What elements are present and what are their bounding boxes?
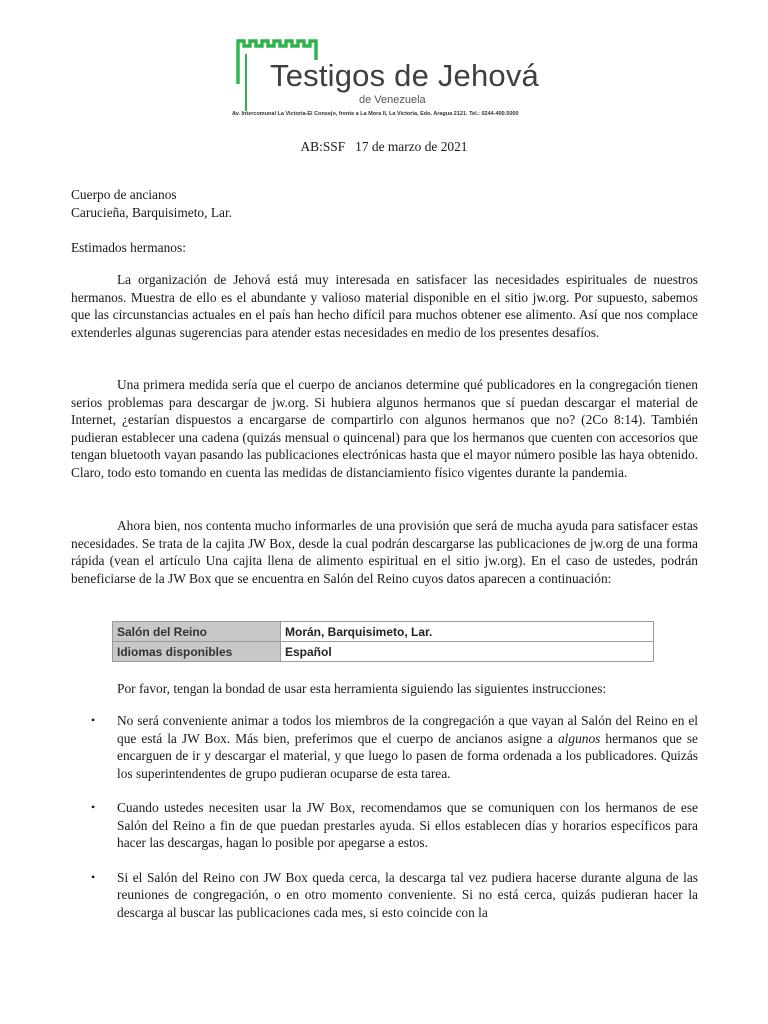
instructions-intro: Por favor, tengan la bondad de usar esta herramienta siguiendo las siguientes instrucciones: [117,681,607,696]
paragraph-3: Ahora bien, nos contenta mucho informarles de una provisión que será de mucha ayuda para satisfacer estas necesidades. Se trata de la cajita JW Box, desde la cual podrán descargarse las publicaciones de jw.org de una forma rápida (vean el artículo Una cajita llena de alimento espiritual en el sitio jw.org). En el caso de ustedes, podrán beneficiarse de la JW Box que se encuentra en Salón del Reino cuyos datos aparecen a continuación: [71,518,698,586]
recipient-block [71,186,698,221]
reference-line [0,139,768,155]
organization-subtitle: de Venezuela [359,94,426,106]
table-value-cell: Español [281,642,654,662]
table-row [113,642,654,662]
list-item: • Cuando ustedes necesiten usar la JW Box, recomendamos que se comuniquen con los hermanos de ese Salón del Reino a fin de que puedan prestarles ayuda. Si ellos establecen días y horarios específicos para hacer las descargas, hagan lo posible por apegarse a estos. [91,800,698,850]
table-value-cell: Morán, Barquisimeto, Lar. [281,622,654,642]
organization-address: Av. Intercomunal La Victoria-El Consejo, frente a La Mora II, La Victoria, Edo. Aragua 2121. Tel.: 0244-400.5000 [232,111,519,117]
recipient-line-2: Carucieña, Barquisimeto, Lar. [71,204,233,220]
bullet-icon: • [91,869,96,884]
list-item: • No será conveniente animar a todos los miembros de la congregación a que vayan al Salón del Reino en el que está la JW Box. Más bien, preferimos que el cuerpo de ancianos asigne a algunos hermanos que se encarguen de ir y descargar el material, y que luego lo pasen de forma ordenada a los publicadores. Quizás los superintendentes de grupo pudieran ocuparse de esta tarea. [91,713,699,781]
paragraph-1: La organización de Jehová está muy interesada en satisfacer las necesidades espirituales de nuestros hermanos. Muestra de ello es el abundante y valioso material disponible en el sitio jw.org. Por supuesto, sabemos que las circunstancias actuales en el país han hecho difícil para muchos obtener ese alimento. Así que nos complace extenderles algunas sugerencias para atender estas necesidades en medio de los presentes desafíos. [71,272,698,340]
paragraph-2: Una primera medida sería que el cuerpo de ancianos determine qué publicadores en la congregación tienen serios problemas para descargar de jw.org. Si hubiera algunos hermanos que sí puedan descargar el material de Internet, ¿estarían dispuestos a encargarse de compartirlo con algunos hermanos que no? (2Co 8:14). También pudieran establecer una cadena (quizás mensual o quincenal) para que los hermanos que cuenten con accesorios que tengan bluetooth vayan pasando las publicaciones electrónicas hasta que el mayor número posible las haya obtenido. Claro, todo esto tomando en cuenta las medidas de distanciamiento físico vigentes durante la pandemia. [71,377,698,480]
letterhead [0,0,768,125]
recipient-line-1: Cuerpo de ancianos [71,187,177,202]
instructions-list [71,712,698,938]
reference-code: AB:SSF [300,139,346,154]
bullet-icon: • [91,713,96,727]
emphasis-text: algunos [557,730,601,746]
letter-date: 17 de marzo de 2021 [355,139,468,154]
list-item: • Si el Salón del Reino con JW Box queda cerca, la descarga tal vez pudiera hacerse durante alguna de las reuniones de congregación, o en otro momento conveniente. Si no está cerca, quizás pudieran hacer la descarga al buscar las publicaciones cada mes, si esto coincide con la [91,869,698,920]
table-label-cell: Salón del Reino [113,622,281,642]
greeting: Estimados hermanos: [71,240,186,255]
table-label-cell: Idiomas disponibles [113,642,281,662]
bullet-icon: • [91,800,96,814]
kingdom-hall-info-table [112,621,654,662]
organization-title: Testigos de Jehová [270,58,539,93]
table-row [113,622,654,642]
